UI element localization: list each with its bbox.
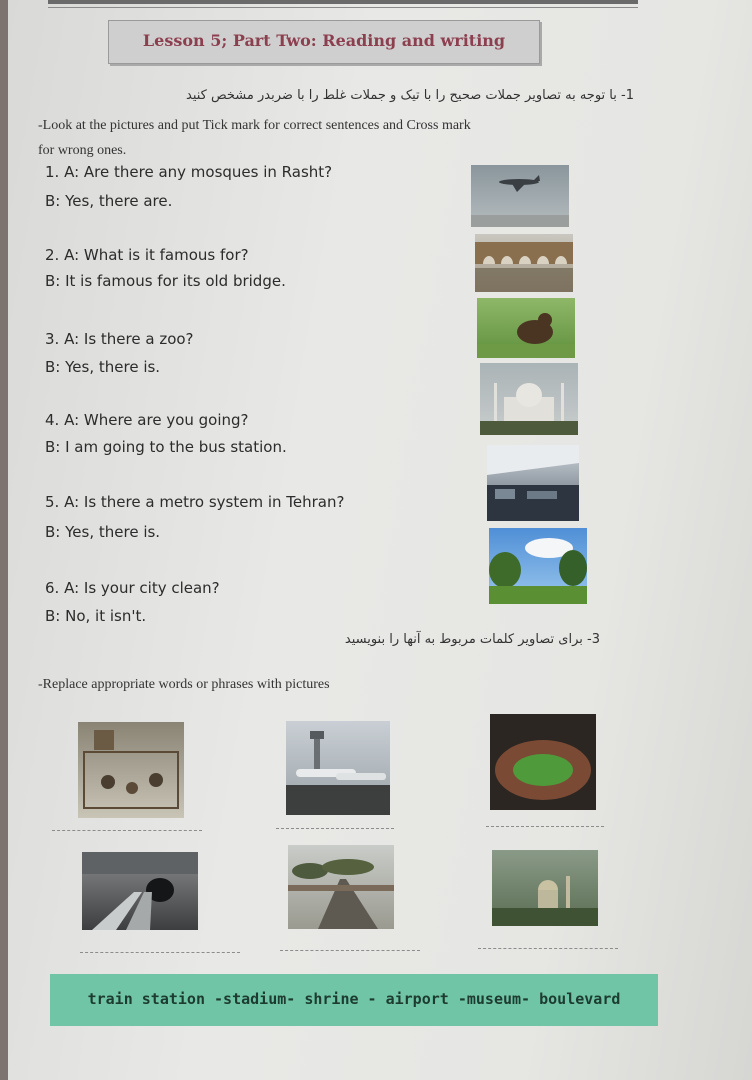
answer-line-4 (80, 952, 240, 953)
shrine-icon (492, 850, 598, 926)
bear-photo (477, 298, 575, 358)
bridge-icon (475, 234, 573, 292)
exercise1-persian-instruction: 1- با توجه به تصاویر جملات صحیح را با تیک و جملات غلط را با ضربدر مشخص کنید (186, 88, 634, 103)
item5-question: 5. A: Is there a metro system in Tehran? (45, 493, 345, 511)
answer-line-3 (486, 826, 604, 827)
stadium-icon (490, 714, 596, 810)
boulevard-icon (288, 845, 394, 929)
item3-answer: B: Yes, there is. (45, 358, 161, 376)
worksheet-page (8, 0, 752, 1080)
taj-mahal-photo (480, 363, 578, 435)
item1-question: 1. A: Are there any mosques in Rasht? (45, 163, 333, 181)
terminal-photo (487, 445, 579, 521)
exercise3-persian-instruction: 3- برای تصاویر کلمات مربوط به آنها را بنویسید (344, 632, 600, 647)
airport-photo (286, 721, 390, 815)
answer-line-2 (276, 828, 394, 829)
item2-question: 2. A: What is it famous for? (45, 246, 249, 264)
word-bank: train station -stadium- shrine - airport -museum- boulevard (87, 990, 621, 1008)
exercise1-instruction-line1: -Look at the pictures and put Tick mark for correct sentences and Cross mark (38, 118, 471, 133)
park-photo (489, 528, 587, 604)
word-bank-box (50, 974, 658, 1026)
bear-icon (477, 298, 575, 358)
exercise3-instruction: -Replace appropriate words or phrases with pictures (38, 677, 330, 692)
boulevard-photo (288, 845, 394, 929)
taj-mahal-icon (480, 363, 578, 435)
train-station-photo (82, 852, 198, 930)
lesson-title-box (108, 20, 540, 64)
stadium-photo (490, 714, 596, 810)
lesson-title: Lesson 5; Part Two: Reading and writing (142, 31, 506, 50)
shrine-photo (492, 850, 598, 926)
museum-photo (78, 722, 184, 818)
train-station-icon (82, 852, 198, 930)
answer-line-5 (280, 950, 420, 951)
museum-exhibit-icon (78, 722, 184, 818)
item4-answer: B: I am going to the bus station. (45, 438, 287, 456)
old-bridge-photo (475, 234, 573, 292)
item3-question: 3. A: Is there a zoo? (45, 330, 194, 348)
airport-planes-icon (286, 721, 390, 815)
top-rule-thin (48, 7, 638, 8)
top-rule (48, 0, 638, 4)
item4-question: 4. A: Where are you going? (45, 411, 249, 429)
park-trees-icon (489, 528, 587, 604)
answer-line-6 (478, 948, 618, 949)
airplane-icon (471, 165, 569, 227)
item6-answer: B: No, it isn't. (45, 607, 147, 625)
item6-question: 6. A: Is your city clean? (45, 579, 220, 597)
answer-line-1 (52, 830, 202, 831)
item1-answer: B: Yes, there are. (45, 192, 173, 210)
item2-answer: B: It is famous for its old bridge. (45, 272, 286, 290)
exercise1-instruction-line2: for wrong ones. (38, 143, 127, 158)
item5-answer: B: Yes, there is. (45, 523, 161, 541)
terminal-icon (487, 445, 579, 521)
airplane-photo (471, 165, 569, 227)
